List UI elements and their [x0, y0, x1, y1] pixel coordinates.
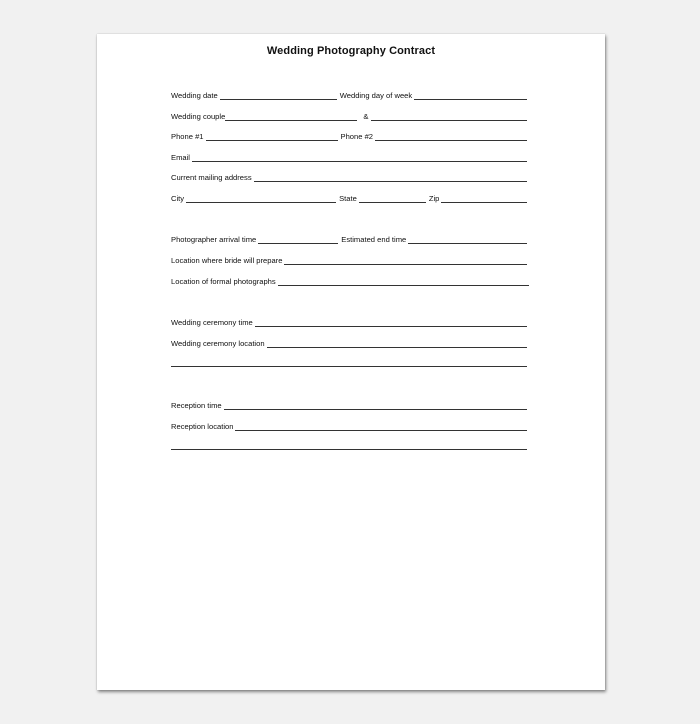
city-label: City — [171, 194, 185, 203]
arrival-time-line[interactable] — [258, 243, 338, 244]
row-formal-location — [171, 275, 529, 287]
ampersand-label: & — [363, 112, 369, 121]
reception-time-label: Reception time — [171, 401, 222, 410]
row-bride-location — [171, 254, 527, 266]
formal-location-label: Location of formal photographs — [171, 277, 276, 286]
ceremony-location-label: Wedding ceremony location — [171, 339, 265, 348]
wedding-couple-line-2[interactable] — [371, 120, 527, 121]
row-email — [171, 151, 527, 163]
city-line[interactable] — [186, 202, 336, 203]
zip-label: Zip — [428, 194, 440, 203]
reception-location-extra-line[interactable] — [171, 449, 527, 450]
wedding-date-label: Wedding date — [171, 91, 218, 100]
email-label: Email — [171, 153, 190, 162]
wedding-day-label: Wedding day of week — [339, 91, 413, 100]
row-city-state-zip — [171, 192, 527, 204]
ceremony-location-extra-line[interactable] — [171, 366, 527, 367]
reception-time-line[interactable] — [224, 409, 527, 410]
reception-location-line[interactable] — [235, 430, 527, 431]
phone1-label: Phone #1 — [171, 132, 204, 141]
row-phones — [171, 130, 527, 142]
bride-location-label: Location where bride will prepare — [171, 256, 283, 265]
wedding-day-line[interactable] — [414, 99, 527, 100]
reception-location-label: Reception location — [171, 422, 234, 431]
wedding-date-line[interactable] — [220, 99, 337, 100]
formal-location-line[interactable] — [278, 285, 529, 286]
wedding-couple-line-1[interactable] — [225, 120, 357, 121]
mailing-address-label: Current mailing address — [171, 173, 252, 182]
ceremony-location-line[interactable] — [267, 347, 527, 348]
row-reception-location — [171, 420, 527, 432]
end-time-line[interactable] — [408, 243, 527, 244]
ceremony-time-label: Wedding ceremony time — [171, 318, 253, 327]
phone2-label: Phone #2 — [340, 132, 374, 141]
wedding-couple-label: Wedding couple — [171, 112, 226, 121]
row-ceremony-location — [171, 337, 527, 349]
document-page — [97, 34, 605, 690]
row-times — [171, 233, 527, 245]
state-line[interactable] — [359, 202, 426, 203]
row-ceremony-time — [171, 316, 527, 328]
ceremony-time-line[interactable] — [255, 326, 527, 327]
row-mailing-address — [171, 171, 527, 183]
end-time-label: Estimated end time — [341, 235, 407, 244]
bride-location-line[interactable] — [284, 264, 527, 265]
phone2-line[interactable] — [375, 140, 527, 141]
arrival-time-label: Photographer arrival time — [171, 235, 257, 244]
state-label: State — [339, 194, 357, 203]
document-title: Wedding Photography Contract — [266, 45, 436, 57]
phone1-line[interactable] — [206, 140, 338, 141]
email-line[interactable] — [192, 161, 527, 162]
row-reception-time — [171, 399, 527, 411]
zip-line[interactable] — [441, 202, 527, 203]
mailing-address-line[interactable] — [254, 181, 527, 182]
row-wedding-date — [171, 89, 527, 101]
row-wedding-couple — [171, 110, 527, 122]
